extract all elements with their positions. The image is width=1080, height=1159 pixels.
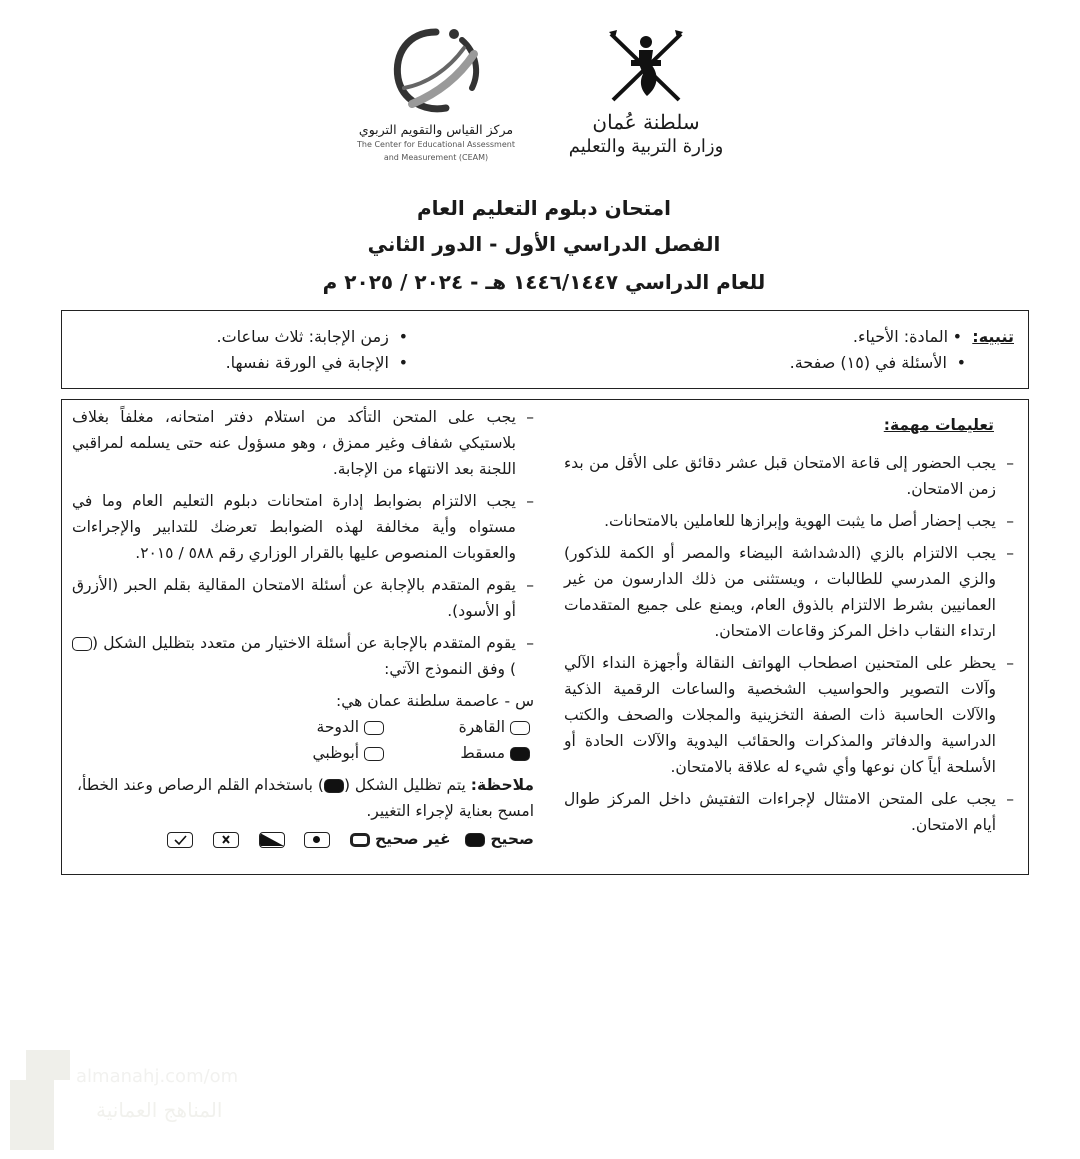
dot-bubble-icon	[304, 832, 330, 848]
ministry-name: وزارة التربية والتعليم	[568, 136, 724, 157]
example-choices	[72, 714, 534, 766]
government-name-line1: سلطنة عُمان	[592, 110, 700, 134]
ceam-logo	[352, 24, 520, 184]
empty-bubble-icon	[364, 721, 384, 735]
filled-bubble-icon	[324, 779, 344, 793]
correct-bubble-icon	[465, 833, 485, 847]
instruction-item: – يجب الالتزام بالزي (الدشداشة البيضاء والمصر أو الكمة للذكور) والزي المدرسي للطالبات ، ويستثنى من ذلك الدارسون من غير العمانيين بشرط الالتزام بالذوق العام، ويمنع على جميع المتقدمات ارتداء النقاب داخل المركز وقاعات الامتحان.	[564, 544, 1014, 640]
ceam-name-en-line2: and Measurement (CEAM)	[383, 153, 489, 162]
empty-bubble-icon	[510, 721, 530, 735]
academic-year: للعام الدراسي ١٤٤٦/١٤٤٧ هـ - ٢٠٢٤ / ٢٠٢٥ م	[322, 270, 766, 294]
bullet-icon: •	[398, 353, 408, 372]
example-choice-doha: الدوحة	[317, 714, 384, 740]
notice-right-column	[534, 324, 1014, 376]
shading-legend	[72, 826, 534, 854]
partial-shade-bubble-icon	[259, 832, 285, 848]
notice-box	[61, 310, 1029, 389]
pages-text: الأسئلة في (١٥) صفحة.	[789, 353, 947, 372]
notice-left-column	[78, 324, 408, 376]
exam-title: امتحان دبلوم التعليم العام	[416, 196, 672, 220]
ceam-name-ar: مركز القياس والتقويم التربوي	[358, 122, 514, 137]
instructions-right-column	[564, 412, 1014, 844]
filled-bubble-icon	[510, 747, 530, 761]
empty-bubble-icon	[364, 747, 384, 761]
example-choice-abudhabi: أبوظبي	[313, 740, 385, 766]
watermark-url: almanahj.com/om	[76, 1066, 239, 1087]
outline-bubble-icon	[350, 833, 370, 847]
instruction-item-shading: – يقوم المتقدم بالإجابة عن أسئلة الاختيار من متعدد بتظليل الشكل () وفق النموذج الآتي:	[72, 630, 534, 682]
bullet-icon: •	[952, 327, 968, 346]
subject-text: المادة: الأحياء.	[852, 327, 949, 346]
bullet-icon: •	[398, 327, 408, 346]
watermark-name: المناهج العمانية	[96, 1098, 223, 1122]
instructions-title: تعليمات مهمة:	[883, 416, 994, 434]
instruction-item: – يجب على المتحن الامتثال لإجراءات التفتيش داخل المركز طوال أيام الامتحان.	[564, 790, 1014, 834]
instruction-item: – يجب الالتزام بضوابط إدارة امتحانات دبلوم التعليم العام وما في مستواه وأية مخالفة لهذه الضوابط تعرضك للتدابير والإجراءات والعقوبات المنصوص عليها بالقرار الوزاري رقم ٥٨٨ / ٢٠١٥.	[72, 492, 534, 562]
watermark	[10, 1050, 260, 1150]
instruction-item: – يجب على المتحن التأكد من استلام دفتر امتحانه، مغلفاً بغلاف بلاستيكي شفاف وغير ممزق ، وهو مسؤول عنه حتى يسلمه لمراقبي اللجنة بعد الانتهاء من الإجابة.	[72, 408, 534, 478]
cross-bubble-icon	[213, 832, 239, 848]
example-choice-cairo: القاهرة	[459, 714, 530, 740]
answer-bubble-icon	[72, 637, 92, 651]
watermark-logo-icon	[10, 1050, 80, 1150]
bullet-icon: •	[956, 353, 966, 372]
answer-place-text: الإجابة في الورقة نفسها.	[225, 353, 389, 372]
instruction-item: – يجب الحضور إلى قاعة الامتحان قبل عشر دقائق على الأقل من بدء زمن الامتحان.	[564, 454, 1014, 498]
exam-subtitle: الفصل الدراسي الأول - الدور الثاني	[367, 232, 721, 256]
instruction-item: – يقوم المتقدم بالإجابة عن أسئلة الامتحان المقالية بقلم الحبر (الأزرق أو الأسود).	[72, 576, 534, 620]
government-logo	[556, 24, 736, 184]
check-bubble-icon	[167, 832, 193, 848]
correct-label: صحيح	[490, 830, 534, 848]
notice-label: تنبيه:	[972, 327, 1014, 346]
ceam-name-en-line1: The Center for Educational Assessment	[357, 140, 515, 149]
instructions-box	[61, 399, 1029, 875]
instruction-item: – يحظر على المتحنين اصطحاب الهواتف النقالة وأجهزة النداء الآلي وآلات التصوير والحواسيب الشخصية والساعات الرقمية الذكية والآلات الحاسبة ذات الصفة التخزينية والمجلات والصحف والكتب الدراسية والدفاتر والمذكرات والحقائب اليدوية والآلات الحادة أو الأسلحة أياً كان نوعها وأي شيء له علاقة بالامتحان.	[564, 654, 1014, 776]
example-question	[72, 688, 534, 768]
example-choice-muscat: مسقط	[460, 740, 530, 766]
instructions-left-column	[72, 404, 534, 854]
duration-text: زمن الإجابة: ثلاث ساعات.	[216, 327, 389, 346]
shading-note: ملاحظة: يتم تظليل الشكل () باستخدام القلم الرصاص وعند الخطأ، امسح بعناية لإجراء التغيير.	[76, 776, 534, 820]
incorrect-label: غير صحيح	[375, 830, 451, 848]
instruction-item: – يجب إحضار أصل ما يثبت الهوية وإبرازها للعاملين بالامتحانات.	[604, 512, 1014, 530]
oman-khanjar-emblem-icon	[601, 24, 691, 108]
ceam-swirl-logo-icon	[384, 24, 488, 120]
example-question-text: س - عاصمة سلطنة عمان هي:	[335, 692, 534, 710]
